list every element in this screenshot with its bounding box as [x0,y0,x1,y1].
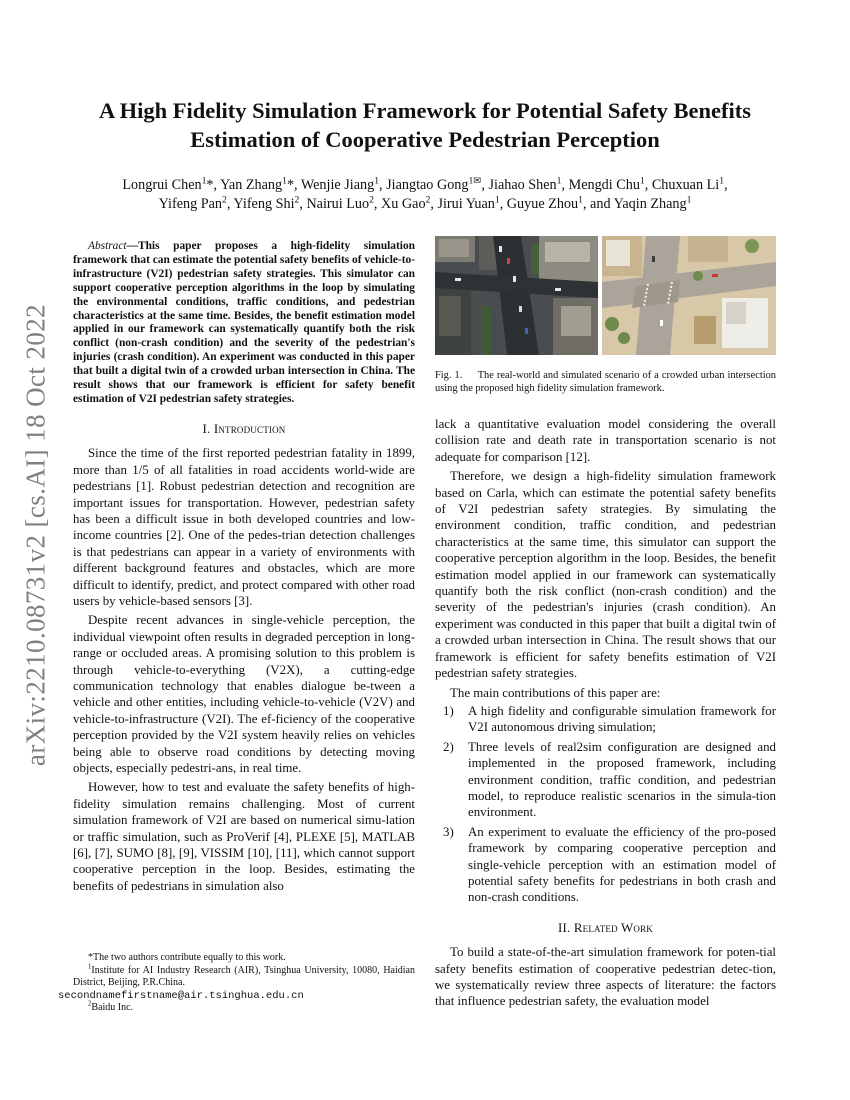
arxiv-identifier: arXiv:2210.08731v2 [cs.AI] 18 Oct 2022 [20,303,51,767]
section-heading-introduction: I. Introduction [202,421,286,436]
author: Jirui Yuan$^1$, [437,194,507,212]
author: Guyue Zhou$^1$, and [506,194,614,212]
abstract-label: Abstract [88,240,127,252]
author: Chuxuan Li$^1$, [651,175,728,193]
author: Yaqin Zhang$^1$ [613,194,692,212]
author: Jiangtao Gong$^{1✉}$, [386,175,489,193]
list-item: 1) A high fidelity and configurable simulation framework for V2I autonomous driving simulation; [443,703,776,735]
contributions-list [435,703,776,906]
intro-paragraph-3: However, how to test and evaluate the safety benefits of high-fidelity simulation remains challenging. Most of current simulation framework of V2I are based on numerical simu-lation or traffic simulation, such as ProVerif [4], PLEXE [5], MATLAB [6], [7], SUMO [8], [9], VISSIM [10], [11], which cannot support cooperative perception in the loop. Besides, estimating the benefits of pedestrians in simulation also [73,780,415,893]
title-line-2: Estimation of Cooperative Pedestrian Perception [190,127,660,152]
author: Wenjie Jiang$^1$, [300,175,387,193]
left-column [73,240,415,894]
author: Yifeng Shi$^2$, [233,194,307,212]
intro-paragraph-4: Therefore, we design a high-fidelity simulation framework based on Carla, which can estimate the potential safety benefits of V2I pedestrian safety strategies. By simulating the environment condition, traffic condition, and pedestrian characteristics at the same time, this simulator can support the cooperative perception algorithm in the loop. Besides, the benefit estimation model applied in our framework can systematically quantify both the risk conflict (non-crash condition) and the severity of the pedestrian's injuries (crash condition). An experiment was conducted in this paper that built a digital twin of a crowded urban intersection in China. The result shows that our framework is efficient for safety benefits estimation of V2I pedestrian safety strategies. [435,469,776,681]
author: Yifeng Pan$^2$, [158,194,234,212]
author: Nairui Luo$^2$, [306,194,382,212]
footnote-equal-contribution: *The two authors contribute equally to this work. [88,952,286,963]
list-item: 2) Three levels of real2sim configuration are designed and implemented in the proposed framework, including environment condition, traffic condition, and pedestrian model, to reproduce realistic scenarios in the simula-tion environment. [443,739,776,820]
related-work-paragraph-1: To build a state-of-the-art simulation framework for poten-tial safety benefits estimation of cooperative pedestrian detec-tion, we systematically review three aspects of literature: the factors that influence pedestrian safety, the evaluation model [435,945,776,1009]
author: Jiahao Shen$^1$, [488,175,569,193]
intro-paragraph-continued: lack a quantitative evaluation model considering the overall collision rate and death rate in transportation scenario is not adequate for comparison [12]. [435,417,776,464]
author: Longrui Chen$^1$*, [122,175,221,193]
author: Mengdi Chu$^1$, [568,175,652,193]
footnotes [58,952,415,1015]
right-column [435,236,776,1010]
contributions-intro: The main contributions of this paper are: [450,685,661,700]
abstract-text: —This paper proposes a high-fidelity simulation framework that can estimate the potential safety benefits of vehicle-to-infrastructure (V2I) pedestrian safety strategies. This simulator can support cooperative perception algorithms in the loop by simulating the environmental conditions, traffic conditions, and pedestrian characteristics at the same time. Besides, the benefit estimation model applied in our framework can systematically quantify both the risk conflict (non-crash condition) and the severity of the pedestrian's injuries (crash condition). An experiment was conducted in this paper that built a digital twin of a crowded urban intersection in China. The result shows that our framework is efficient for safety benefit estimation of V2I pedestrian safety strategies. [73,240,415,405]
title-line-1: A High Fidelity Simulation Framework for Potential Safety Benefits [98,98,752,123]
intro-paragraph-1: Since the time of the first reported pedestrian fatality in 1899, more than 1/5 of all fatalities in road accidents world-wide are pedestrians [1]. Robust pedestrian detection and recognition are important issues for transportation. However, pedestrian safety has been a difficult issue in both developed countries and low-income countries [2]. One of the pedes-trian detection challenges is that pedestrians can appear in a variety of environments with different background features and obstacles, which are more difficult to identify, predict, and protect compared with other road users by vehicle-based sensors [3]. [73,446,415,608]
list-item: 3) An experiment to evaluate the efficiency of the pro-posed framework by comparing cooperative perception and single-vehicle perception with an estimation model of potential safety benefits for pedestrians in both crash and non-crash conditions. [443,824,776,905]
footnote-email: secondnamefirstname@air.tsinghua.edu.cn [58,989,304,1002]
author: Yan Zhang$^1$*, [220,175,301,193]
paper-title [60,96,790,154]
abstract [73,240,415,407]
arxiv-identifier-stamp [6,300,66,770]
author: Xu Gao$^2$, [381,194,438,212]
simulated-scene-render [602,236,776,355]
author-list [60,176,790,214]
intro-paragraph-2: Despite recent advances in single-vehicle perception, the individual viewpoint often results in degraded perception in long-range or occluded areas. A promising solution to this problem is through vehicle-to-everything (V2X), a cutting-edge communication technology that enables dialogue be-tween a vehicle and other entities, including vehicle-to-vehicle (V2V) and vehicle-to-infrastructure (V2I). The ef-ficiency of the cooperative perception provided by the V2I system heavily relies on vehicles being able to observe road conditions by detecting moving objects, especially pedestri-ans, in real time. [73,613,415,775]
figure-1 [435,236,776,355]
footnote-affiliation-2: $^2$Baidu Inc. [88,1000,134,1013]
real-world-aerial-photo [435,236,598,355]
figure-1-caption: Fig. 1. The real-world and simulated scenario of a crowded urban intersection using the proposed high fidelity simulation framework. [435,370,776,394]
section-heading-related-work: II. Related Work [558,920,653,935]
footnote-affiliation-1: $^1$Institute for AI Industry Research (AIR), Tsinghua University, 10080, Haidian District, Beijing, P.R.China. secondnamefirstname@air.tsinghua.edu.cn [58,963,415,1002]
